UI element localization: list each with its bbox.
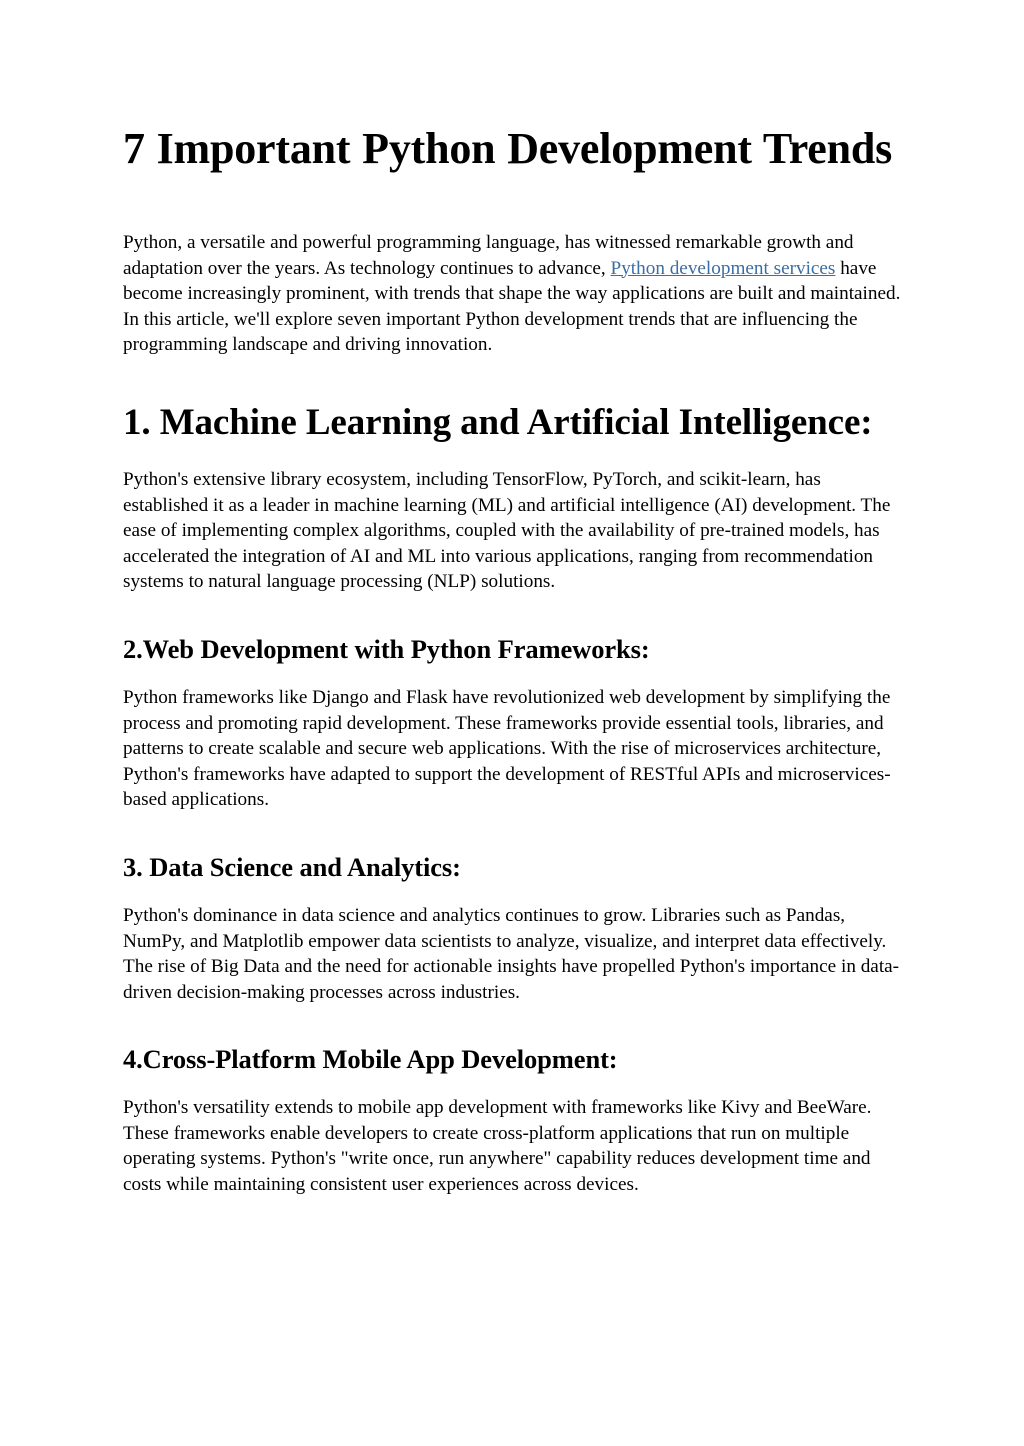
page-title: 7 Important Python Development Trends — [123, 124, 893, 173]
section-web-development — [123, 632, 901, 813]
python-development-services-link[interactable]: Python development services — [610, 257, 836, 279]
section-heading-4: 4.Cross-Platform Mobile App Development: — [123, 1044, 618, 1075]
document-content — [123, 118, 901, 1198]
section-heading-2: 2.Web Development with Python Frameworks: — [123, 633, 650, 664]
intro-text-after-link: have become increasingly prominent, with trends that shape the way applications are built and maintained. In this article, we'll explore seven important Python development trends that are influencing the programming landscape and driving innovation. — [123, 257, 901, 356]
section-body-4: Python's versatility extends to mobile app development with frameworks like Kivy and BeeWare. These frameworks enable developers to create cross-platform applications that run on multiple operating systems. Python's "write once, run anywhere" capability reduces development time and costs while maintaining consistent user experiences across devices. — [123, 1097, 872, 1196]
section-body-3: Python's dominance in data science and analytics continues to grow. Libraries such as Pandas, NumPy, and Matplotlib empower data scientists to analyze, visualize, and interpret data effectively. The rise of Big Data and the need for actionable insights have propelled Python's importance in data-driven decision-making processes across industries. — [123, 904, 900, 1003]
section-body-2: Python frameworks like Django and Flask have revolutionized web development by simplifying the process and promoting rapid development. These frameworks provide essential tools, libraries, and patterns to create scalable and secure web applications. With the rise of microservices architecture, Python's frameworks have adapted to support the development of RESTful APIs and microservices-based applications. — [123, 686, 891, 811]
section-body-1: Python's extensive library ecosystem, including TensorFlow, PyTorch, and scikit-learn, has established it as a leader in machine learning (ML) and artificial intelligence (AI) development. The ease of implementing complex algorithms, coupled with the availability of pre-trained models, has accelerated the integration of AI and ML into various applications, ranging from recommendation systems to natural language processing (NLP) solutions. — [123, 468, 891, 593]
section-heading-3: 3. Data Science and Analytics: — [123, 851, 461, 882]
section-data-science — [123, 850, 901, 1005]
section-cross-platform-mobile — [123, 1042, 901, 1197]
intro-text-before-link: Python, a versatile and powerful programming language, has witnessed remarkable growth and adaptation over the years. As technology continues to advance, — [123, 232, 854, 279]
section-heading-1: 1. Machine Learning and Artificial Intelligence: — [123, 401, 873, 443]
section-machine-learning — [123, 398, 901, 595]
intro-paragraph — [123, 230, 901, 358]
